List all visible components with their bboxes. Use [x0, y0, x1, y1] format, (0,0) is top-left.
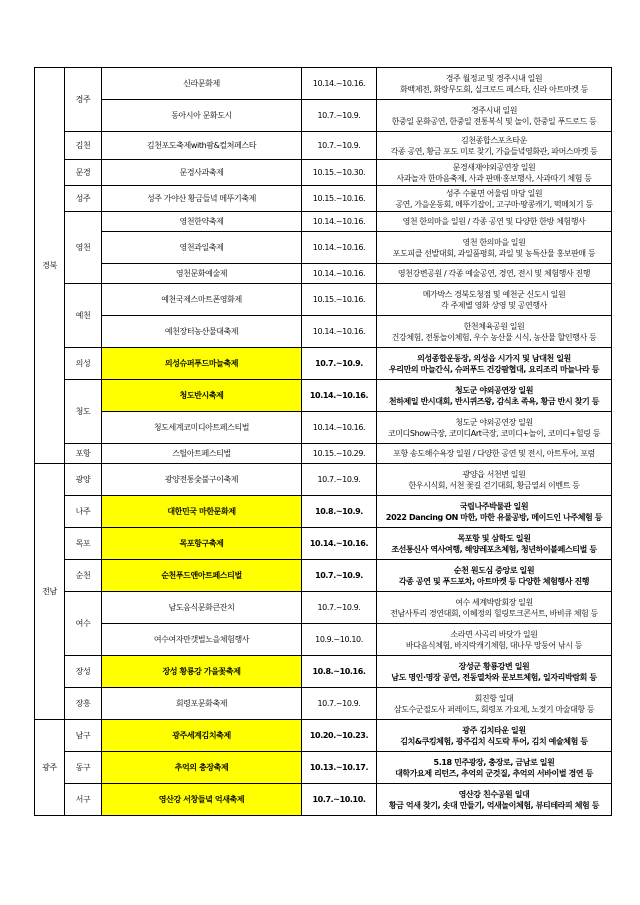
festival-details [377, 380, 612, 412]
table-row [35, 232, 612, 264]
detail-line: 코미디Show극장, 코미디Art극장, 코미디+놀이, 코미디+힐링 등 [387, 428, 601, 438]
detail-line: 우리만의 마늘간식, 슈퍼푸드 건강팜협대, 요리조리 마늘나라 등 [388, 364, 600, 374]
city-cell: 성주 [65, 186, 102, 212]
festival-name: 성주 가야산 황금들녘 메뚜기축제 [102, 186, 302, 212]
detail-line: 바다음식체험, 바지락캐기체험, 대나무 망둥어 낚시 등 [405, 640, 583, 650]
festival-period: 10.7.~10.9. [302, 592, 377, 624]
festival-period: 10.15.~10.29. [302, 444, 377, 464]
festival-period: 10.14.~10.16. [302, 212, 377, 232]
festival-details [377, 444, 612, 464]
festival-details [377, 100, 612, 132]
city-cell: 순천 [65, 560, 102, 592]
festival-name: 목포항구축제 [102, 528, 302, 560]
city-cell: 장성 [65, 656, 102, 688]
festival-details [377, 720, 612, 752]
detail-line: 삼도수군절도사 퍼레이드, 회령포 가요제, 노젓기 마술대항 등 [393, 704, 595, 714]
festival-details [377, 412, 612, 444]
festival-details [377, 160, 612, 186]
detail-line: 경주시내 일원 [470, 105, 518, 115]
table-row [35, 100, 612, 132]
city-cell: 포항 [65, 444, 102, 464]
festival-name: 회령포문화축제 [102, 688, 302, 720]
detail-line: 김천종합스포츠타운 [461, 135, 527, 145]
table-row [35, 464, 612, 496]
city-cell: 문경 [65, 160, 102, 186]
table-row [35, 264, 612, 284]
detail-line: 메가박스 경북도청점 및 예천군 신도시 일원 [422, 289, 566, 299]
festival-name: 영천문화예술제 [102, 264, 302, 284]
detail-line: 영천강변공원 / 각종 예술공연, 경연, 전시 및 체험행사 진행 [397, 269, 591, 278]
festival-period: 10.7.~10.9. [302, 132, 377, 160]
festival-name: 영천한약축제 [102, 212, 302, 232]
detail-line: 성주 수륜면 어울림 마당 일원 [445, 188, 543, 198]
detail-line: 각종 공연, 황금 포도 미로 찾기, 가을들녘영화관, 파머스마켓 등 [390, 146, 598, 156]
festival-period: 10.15.~10.16. [302, 284, 377, 316]
festival-period: 10.9.~10.10. [302, 624, 377, 656]
table-row [35, 316, 612, 348]
detail-line: 각 주제별 영화 상영 및 공연행사 [441, 300, 547, 310]
festival-details [377, 68, 612, 100]
festival-name: 신라문화제 [102, 68, 302, 100]
detail-line: 영산강 친수공원 일대 [458, 789, 530, 799]
festival-name: 대한민국 마한문화제 [102, 496, 302, 528]
festival-period: 10.7.~10.9. [302, 464, 377, 496]
city-cell: 목포 [65, 528, 102, 560]
festival-period: 10.13.~10.17. [302, 752, 377, 784]
festival-period: 10.14.~10.16. [302, 412, 377, 444]
detail-line: 목포항 및 삼학도 일원 [457, 533, 531, 543]
detail-line: 포항 송도해수욕장 일원 / 다양한 공연 및 전시, 아트투어, 포럼 [393, 449, 595, 458]
festival-period: 10.7.~10.9. [302, 688, 377, 720]
detail-line: 영천 한의마을 일원 [462, 237, 526, 247]
city-cell: 경주 [65, 68, 102, 132]
festival-details [377, 784, 612, 816]
table-row [35, 132, 612, 160]
detail-line: 김치&쿠킹체험, 광주김치 식도락 투어, 김치 예술체험 등 [400, 736, 588, 746]
festival-name: 광주세계김치축제 [102, 720, 302, 752]
table-row [35, 688, 612, 720]
festival-period: 10.7.~10.10. [302, 784, 377, 816]
table-row [35, 560, 612, 592]
festival-period: 10.14.~10.16. [302, 68, 377, 100]
festival-details [377, 284, 612, 316]
festival-period: 10.14.~10.16. [302, 380, 377, 412]
city-cell: 장흥 [65, 688, 102, 720]
city-cell: 의성 [65, 348, 102, 380]
table-row [35, 752, 612, 784]
detail-line: 각종 공연 및 푸드포차, 아트마켓 등 다양한 체험행사 진행 [398, 576, 590, 586]
table-row [35, 284, 612, 316]
festival-period: 10.15.~10.16. [302, 186, 377, 212]
festival-details [377, 212, 612, 232]
city-cell: 광양 [65, 464, 102, 496]
detail-line: 장성군 황룡강변 일원 [458, 661, 530, 671]
detail-line: 황금 억새 찾기, 솟대 만들기, 억새놀이체험, 뷰티테라피 체험 등 [388, 800, 600, 810]
detail-line: 대학가요제 리턴즈, 추억의 군것질, 추억의 서바이벌 경연 등 [395, 768, 593, 778]
festival-details [377, 752, 612, 784]
table-row [35, 656, 612, 688]
festival-details [377, 496, 612, 528]
detail-line: 사과놀자 한마음축제, 사과 판매·홍보행사, 사과따기 체험 등 [396, 173, 592, 183]
table-row [35, 624, 612, 656]
festival-period: 10.8.~10.9. [302, 496, 377, 528]
festival-details [377, 232, 612, 264]
city-cell: 동구 [65, 752, 102, 784]
festival-details [377, 264, 612, 284]
detail-line: 청도군 야외공연장 일원 [455, 417, 533, 427]
detail-line: 광양읍 서천변 일원 [462, 469, 526, 479]
festival-name: 영산강 서창들녘 억새축제 [102, 784, 302, 816]
festival-period: 10.8.~10.16. [302, 656, 377, 688]
detail-line: 조선통신사 역사여행, 해양레포츠체험, 청년하이볼페스티벌 등 [391, 544, 597, 554]
detail-line: 소라면 사곡리 바닷가 일원 [450, 629, 538, 639]
table-row [35, 348, 612, 380]
city-cell: 남구 [65, 720, 102, 752]
festival-name: 스틸아트페스티벌 [102, 444, 302, 464]
festival-period: 10.14.~10.16. [302, 528, 377, 560]
festival-period: 10.7.~10.9. [302, 100, 377, 132]
city-cell: 김천 [65, 132, 102, 160]
table-row [35, 212, 612, 232]
detail-line: 순천 원도심 중앙로 일원 [453, 565, 535, 575]
festival-details [377, 132, 612, 160]
festival-name: 문경사과축제 [102, 160, 302, 186]
region-cell: 전남 [35, 464, 65, 720]
detail-line: 공연, 가을운동회, 메뚜기잡이, 고구마·땅콩캐기, 떡메치기 등 [395, 199, 593, 209]
festival-name: 김천포도축제with팜&컬쳐페스타 [102, 132, 302, 160]
detail-line: 5.18 민주광장, 충장로, 금남로 일원 [433, 757, 555, 767]
detail-line: 전남사투리 경연대회, 이혜정의 힐링토크콘서트, 바비큐 체험 등 [390, 608, 598, 618]
detail-line: 회진항 일대 [474, 693, 514, 703]
detail-line: 청도군 야외공연장 일원 [454, 385, 534, 395]
table-row [35, 444, 612, 464]
detail-line: 남도 명인·명장 공연, 전동열차와 문보트체험, 일자리박람회 등 [391, 672, 597, 682]
table-row [35, 186, 612, 212]
table-row [35, 68, 612, 100]
festival-period: 10.15.~10.30. [302, 160, 377, 186]
festival-name: 장성 황룡강 가을꽃축제 [102, 656, 302, 688]
festival-period: 10.14.~10.16. [302, 232, 377, 264]
detail-line: 포도피클 선발대회, 과일품평회, 과일 및 농특산물 홍보판매 등 [392, 248, 596, 258]
festival-details [377, 186, 612, 212]
festival-name: 예천국제스마트폰영화제 [102, 284, 302, 316]
festival-details [377, 624, 612, 656]
festival-name: 순천푸드앤아트페스티벌 [102, 560, 302, 592]
detail-line: 경주 월정교 및 경주시내 일원 [445, 73, 543, 83]
festival-name: 청도세계코미디아트페스티벌 [102, 412, 302, 444]
detail-line: 문경새재야외공연장 일원 [452, 162, 536, 172]
festival-period: 10.7.~10.9. [302, 348, 377, 380]
detail-line: 의성종합운동장, 의성읍 시가지 및 남대천 일원 [417, 353, 571, 363]
detail-line: 영천 한의마을 일원 / 각종 공연 및 다양한 한방 체험행사 [402, 217, 586, 226]
festival-name: 여수여자만갯벌노을체험행사 [102, 624, 302, 656]
festival-details [377, 464, 612, 496]
region-cell: 경북 [35, 68, 65, 464]
festival-details [377, 656, 612, 688]
table-row [35, 528, 612, 560]
city-cell: 영천 [65, 212, 102, 284]
city-cell: 예천 [65, 284, 102, 348]
detail-line: 화백제전, 화랑무도회, 실크로드 페스타, 신라 아트마켓 등 [400, 84, 588, 94]
festival-details [377, 316, 612, 348]
festival-details [377, 528, 612, 560]
city-cell: 여수 [65, 592, 102, 656]
table-row [35, 380, 612, 412]
festival-name: 영천과일축제 [102, 232, 302, 264]
festival-name: 의성슈퍼푸드마늘축제 [102, 348, 302, 380]
festival-name: 광양전통숯불구이축제 [102, 464, 302, 496]
festival-name: 추억의 충장축제 [102, 752, 302, 784]
city-cell: 나주 [65, 496, 102, 528]
table-row [35, 496, 612, 528]
table-row [35, 412, 612, 444]
detail-line: 건강체험, 전통놀이체험, 우수 농산물 시식, 농산물 할인행사 등 [391, 332, 597, 342]
table-row [35, 592, 612, 624]
festival-name: 남도음식문화큰잔치 [102, 592, 302, 624]
table-row [35, 160, 612, 186]
detail-line: 한중일 문화공연, 한중일 전통복식 및 놀이, 한중일 푸드로드 등 [391, 116, 597, 126]
table-row [35, 720, 612, 752]
festival-details [377, 688, 612, 720]
festival-details [377, 560, 612, 592]
table-row [35, 784, 612, 816]
festival-name: 동아시아 문화도시 [102, 100, 302, 132]
city-cell: 서구 [65, 784, 102, 816]
detail-line: 한우시식회, 서천 꽃길 걷기대회, 황금열쇠 이벤트 등 [408, 480, 580, 490]
detail-line: 국립나주박물관 일원 [459, 501, 529, 511]
detail-line: 광주 김치타운 일원 [462, 725, 526, 735]
city-cell: 청도 [65, 380, 102, 444]
festival-period: 10.14.~10.16. [302, 316, 377, 348]
detail-line: 한천체육공원 일원 [463, 321, 525, 331]
detail-line: 여수 세계박람회장 일원 [455, 597, 533, 607]
festival-details [377, 348, 612, 380]
festival-period: 10.20.~10.23. [302, 720, 377, 752]
festival-table [34, 67, 612, 816]
festival-period: 10.14.~10.16. [302, 264, 377, 284]
detail-line: 천하제일 반시대회, 반시퀴즈왕, 감식초 족욕, 황금 반시 찾기 등 [388, 396, 600, 406]
festival-name: 예천장터농산물대축제 [102, 316, 302, 348]
festival-details [377, 592, 612, 624]
festival-period: 10.7.~10.9. [302, 560, 377, 592]
region-cell: 광주 [35, 720, 65, 816]
festival-name: 청도반시축제 [102, 380, 302, 412]
detail-line: 2022 Dancing ON 마한, 마한 유물공방, 메이드인 나주체험 등 [385, 512, 603, 522]
